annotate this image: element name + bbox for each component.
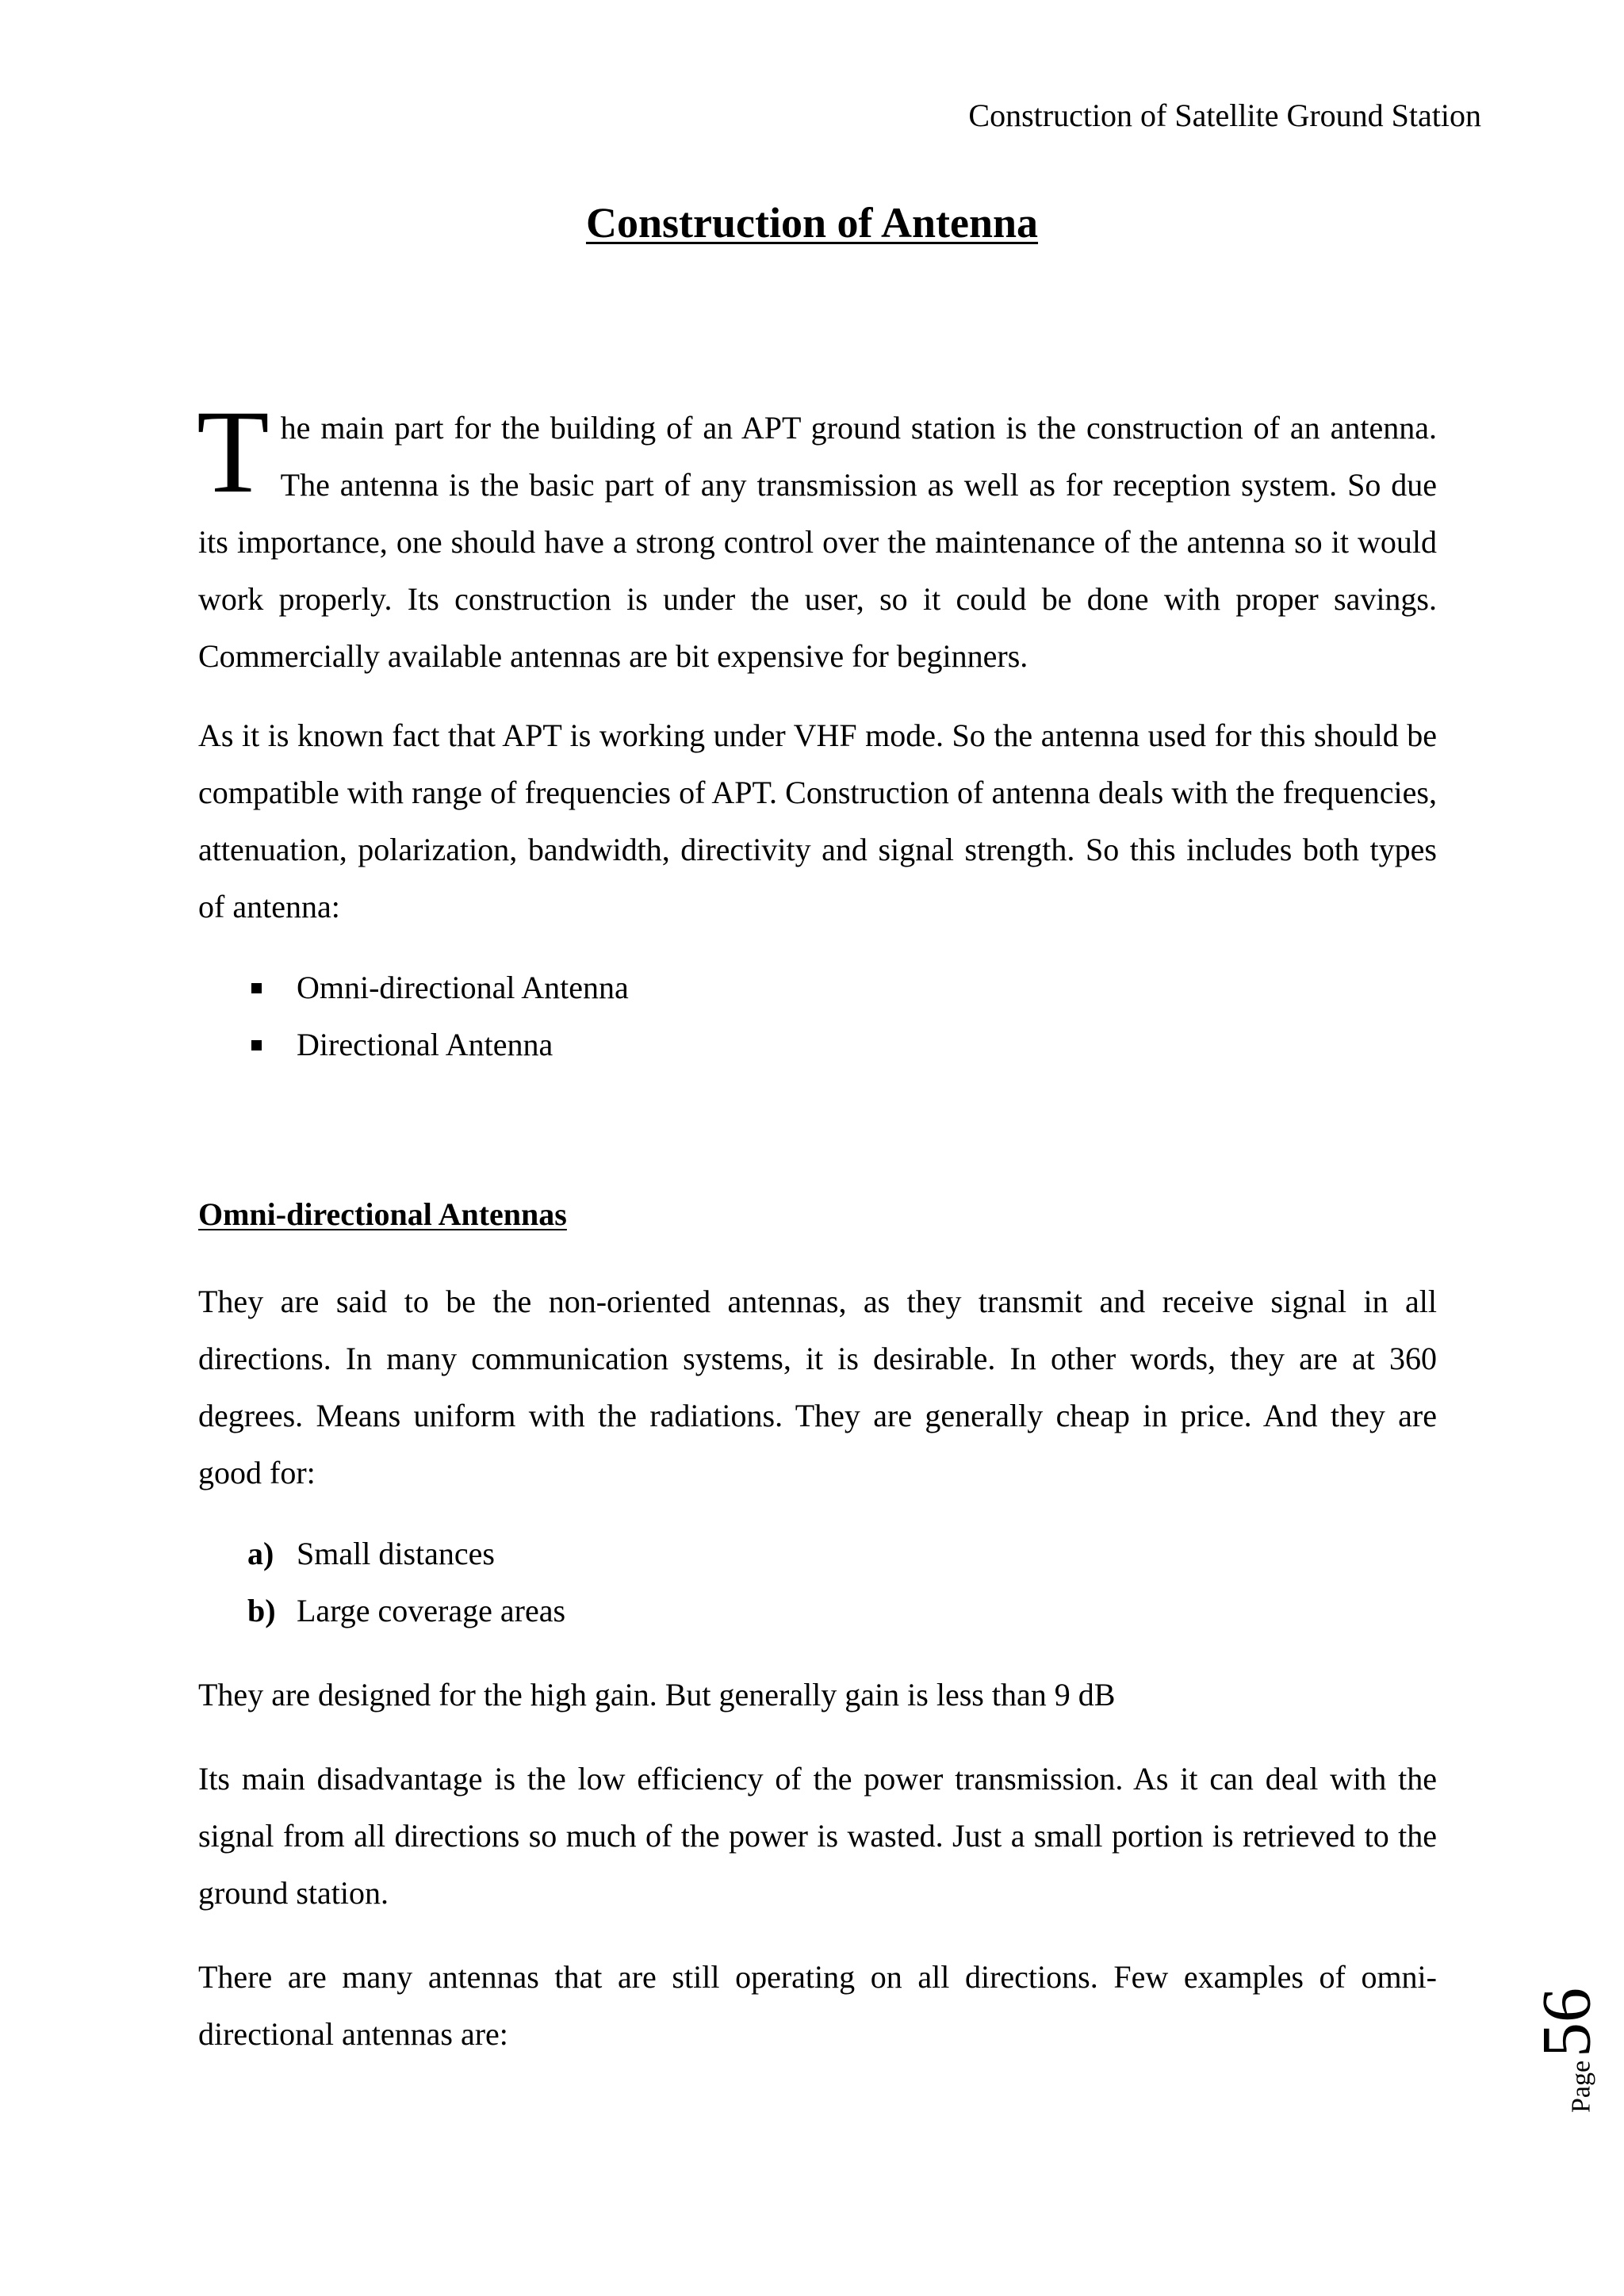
list-item: Omni-directional Antenna xyxy=(198,959,1437,1016)
page-number-value: 56 xyxy=(1528,1987,1606,2057)
page-title: Construction of Antenna xyxy=(585,199,1039,247)
omni-paragraph-2: They are designed for the high gain. But generally gain is less than 9 dB xyxy=(198,1677,1116,1712)
list-item: a) Small distances xyxy=(198,1525,1437,1582)
good-for-list xyxy=(198,1525,1437,1640)
omni-paragraph-1: They are said to be the non-oriented antennas, as they transmit and receive signal in all directions. In many communication systems, it is desirable. In other words, they are at 360 degrees. Means uniform with the radiations. They are generally cheap in price. And they are good for: xyxy=(198,1284,1437,1490)
drop-cap: T xyxy=(197,386,270,518)
intro-paragraph-1-text: he main part for the building of an APT ground station is the construction of an antenna. The antenna is the basic part of any transmission as well as for reception system. So due its importance, one should have a strong control over the maintenance of the antenna so it would work properly. Its construction is under the user, so it could be done with proper savings. Commercially available antennas are bit expensive for beginners. xyxy=(198,410,1437,674)
omni-paragraph-3: Its main disadvantage is the low efficiency of the power transmission. As it can deal with the signal from all directions so much of the power is wasted. Just a small portion is retrieved to the ground station. xyxy=(198,1761,1437,1911)
list-marker: b) xyxy=(247,1593,276,1628)
intro-paragraph-2: As it is known fact that APT is working under VHF mode. So the antenna used for this should be compatible with range of frequencies of APT. Construction of antenna deals with the frequencies, attenuation, polarization, bandwidth, directivity and signal strength. So this includes both types of antenna: xyxy=(198,718,1437,924)
antenna-types-list xyxy=(198,959,1437,1073)
list-item: b) Large coverage areas xyxy=(198,1582,1437,1640)
square-bullet-icon xyxy=(251,1040,262,1050)
omni-paragraph-4: There are many antennas that are still operating on all directions. Few examples of omni-directional antennas are: xyxy=(198,1959,1437,2052)
page-word: Page xyxy=(1566,2060,1596,2114)
square-bullet-icon xyxy=(251,983,262,993)
running-header: Construction of Satellite Ground Station xyxy=(968,98,1481,133)
section-heading-omni: Omni-directional Antennas xyxy=(198,1196,567,1232)
list-item: Directional Antenna xyxy=(198,1016,1437,1073)
intro-paragraph-1 xyxy=(197,386,1437,685)
list-marker: a) xyxy=(247,1536,274,1571)
page-number xyxy=(1519,1971,1614,2130)
